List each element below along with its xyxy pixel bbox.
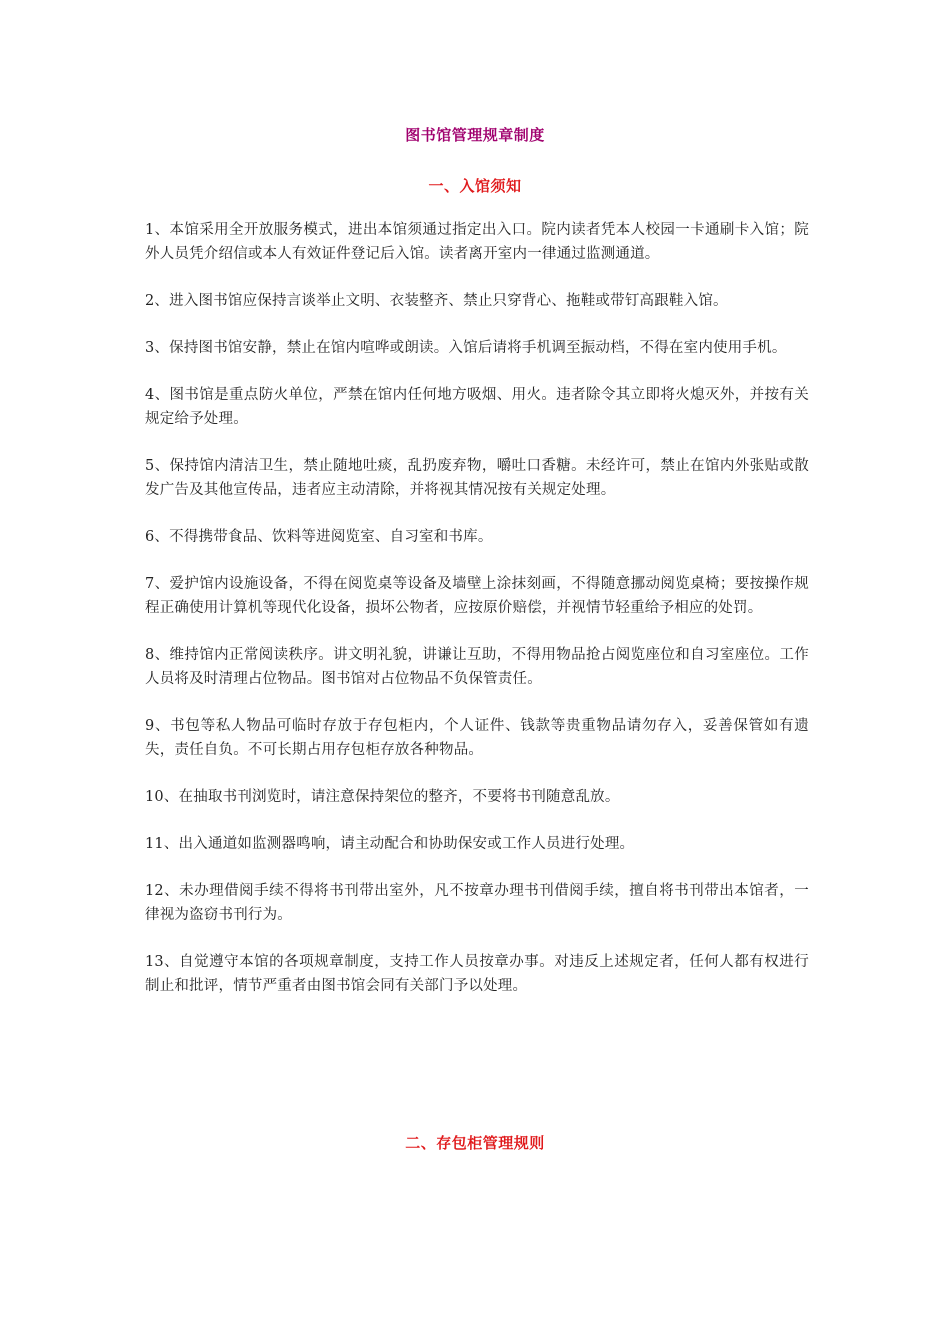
rule-paragraph: 3、保持图书馆安静，禁止在馆内喧哗或朗读。入馆后请将手机调至振动档，不得在室内使用手机。 <box>145 340 787 356</box>
rule-paragraph: 9、书包等私人物品可临时存放于存包柜内，个人证件、钱款等贵重物品请勿存入，妥善保管如有遗失，责任自负。不可长期占用存包柜存放各种物品。 <box>145 718 809 758</box>
rule-paragraph: 12、未办理借阅手续不得将书刊带出室外，凡不按章办理书刊借阅手续，擅自将书刊带出本馆者，一律视为盗窃书刊行为。 <box>145 883 809 923</box>
rule-paragraph: 2、进入图书馆应保持言谈举止文明、衣装整齐、禁止只穿背心、拖鞋或带钉高跟鞋入馆。 <box>145 293 728 309</box>
rule-paragraph: 4、图书馆是重点防火单位，严禁在馆内任何地方吸烟、用火。违者除令其立即将火熄灭外，并按有关规定给予处理。 <box>145 387 809 427</box>
section-heading-entry-rules: 一、入馆须知 <box>428 177 522 195</box>
rule-paragraph: 6、不得携带食品、饮料等进阅览室、自习室和书库。 <box>145 529 493 545</box>
rule-paragraph: 10、在抽取书刊浏览时，请注意保持架位的整齐，不要将书刊随意乱放。 <box>145 789 620 805</box>
rule-paragraph: 7、爱护馆内设施设备，不得在阅览桌等设备及墙壁上涂抹刻画，不得随意挪动阅览桌椅；要按操作规程正确使用计算机等现代化设备，损坏公物者，应按原价赔偿，并视情节轻重给予相应的处罚。 <box>145 576 809 616</box>
rule-paragraph: 5、保持馆内清洁卫生，禁止随地吐痰，乱扔废弃物，嚼吐口香糖。未经许可，禁止在馆内外张贴或散发广告及其他宣传品，违者应主动清除，并将视其情况按有关规定处理。 <box>145 458 809 498</box>
document-title: 图书馆管理规章制度 <box>405 126 545 144</box>
rule-paragraph: 1、本馆采用全开放服务模式，进出本馆须通过指定出入口。院内读者凭本人校园一卡通刷卡入馆；院外人员凭介绍信或本人有效证件登记后入馆。读者离开室内一律通过监测通道。 <box>145 222 809 262</box>
rule-paragraph: 11、出入通道如监测器鸣响，请主动配合和协助保安或工作人员进行处理。 <box>145 836 635 852</box>
rule-paragraph: 13、自觉遵守本馆的各项规章制度，支持工作人员按章办事。对违反上述规定者，任何人都有权进行制止和批评，情节严重者由图书馆会同有关部门予以处理。 <box>145 954 809 994</box>
section-heading-locker-rules: 二、存包柜管理规则 <box>405 1134 545 1152</box>
rule-paragraph: 8、维持馆内正常阅读秩序。讲文明礼貌，讲谦让互助，不得用物品抢占阅览座位和自习室座位。工作人员将及时清理占位物品。图书馆对占位物品不负保管责任。 <box>145 647 809 687</box>
entry-rules-list <box>145 218 809 1021</box>
